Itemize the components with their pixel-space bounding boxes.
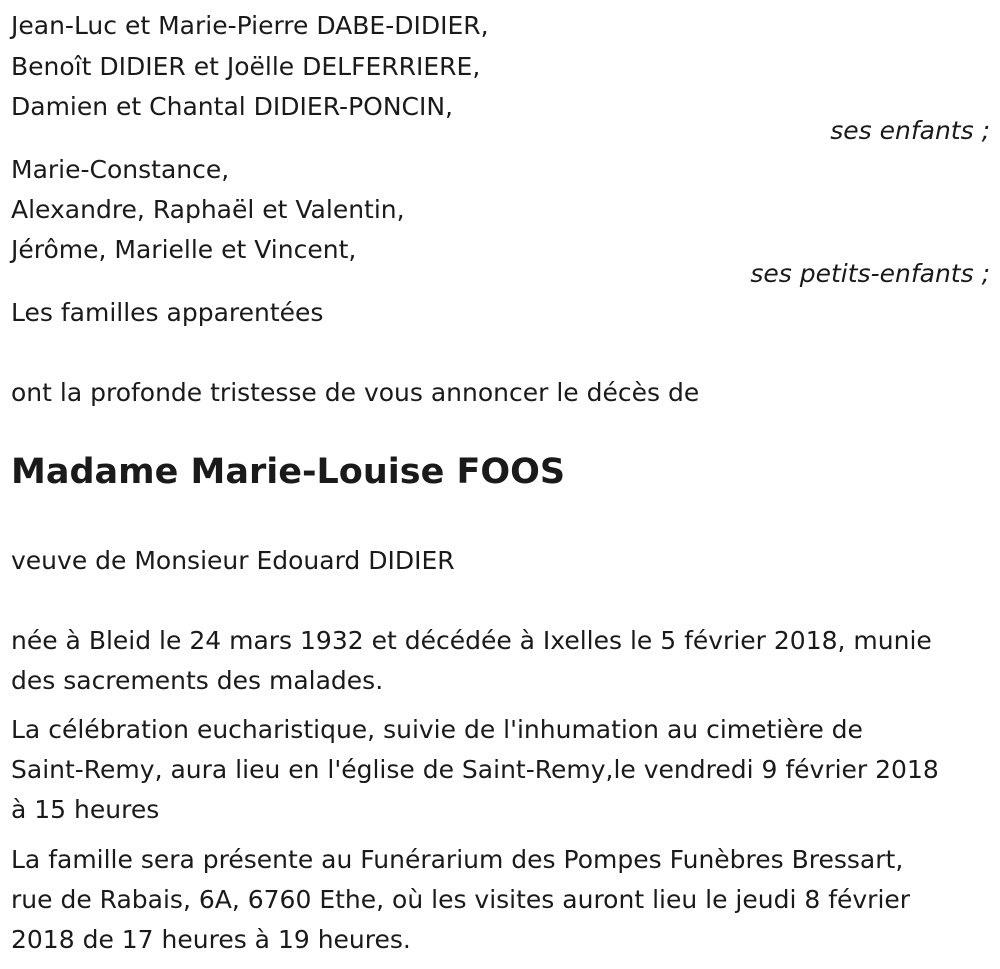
child-line-1: Jean-Luc et Marie-Pierre DABE-DIDIER, bbox=[11, 11, 489, 40]
widow-of-line: veuve de Monsieur Edouard DIDIER bbox=[11, 546, 455, 575]
ceremony-line-2: Saint-Remy, aura lieu en l'église de Saint-Remy,le vendredi 9 février 2018 bbox=[11, 755, 939, 784]
child-line-3: Damien et Chantal DIDIER-PONCIN, bbox=[11, 92, 454, 121]
grandchild-line-3: Jérôme, Marielle et Vincent, bbox=[11, 235, 357, 264]
visitation-line-1: La famille sera présente au Funérarium des Pompes Funèbres Bressart, bbox=[11, 845, 904, 874]
ceremony-line-1: La célébration eucharistique, suivie de l'inhumation au cimetière de bbox=[11, 715, 863, 744]
ceremony-line-3: à 15 heures bbox=[11, 795, 160, 824]
birth-death-line-1: née à Bleid le 24 mars 1932 et décédée à Ixelles le 5 février 2018, munie bbox=[11, 626, 932, 655]
grandchild-line-1: Marie-Constance, bbox=[11, 155, 230, 184]
birth-death-line-2: des sacrements des malades. bbox=[11, 666, 384, 695]
deceased-name: Madame Marie-Louise FOOS bbox=[11, 452, 566, 492]
children-relation: ses enfants ; bbox=[830, 116, 990, 145]
grandchild-line-2: Alexandre, Raphaël et Valentin, bbox=[11, 195, 405, 224]
visitation-line-3: 2018 de 17 heures à 19 heures. bbox=[11, 925, 411, 954]
announcement-line: ont la profonde tristesse de vous annoncer le décès de bbox=[11, 378, 700, 407]
visitation-line-2: rue de Rabais, 6A, 6760 Ethe, où les visites auront lieu le jeudi 8 février bbox=[11, 885, 911, 914]
child-line-2: Benoît DIDIER et Joëlle DELFERRIERE, bbox=[11, 52, 481, 81]
grandchildren-relation: ses petits-enfants ; bbox=[750, 259, 990, 288]
families-line: Les familles apparentées bbox=[11, 298, 324, 327]
